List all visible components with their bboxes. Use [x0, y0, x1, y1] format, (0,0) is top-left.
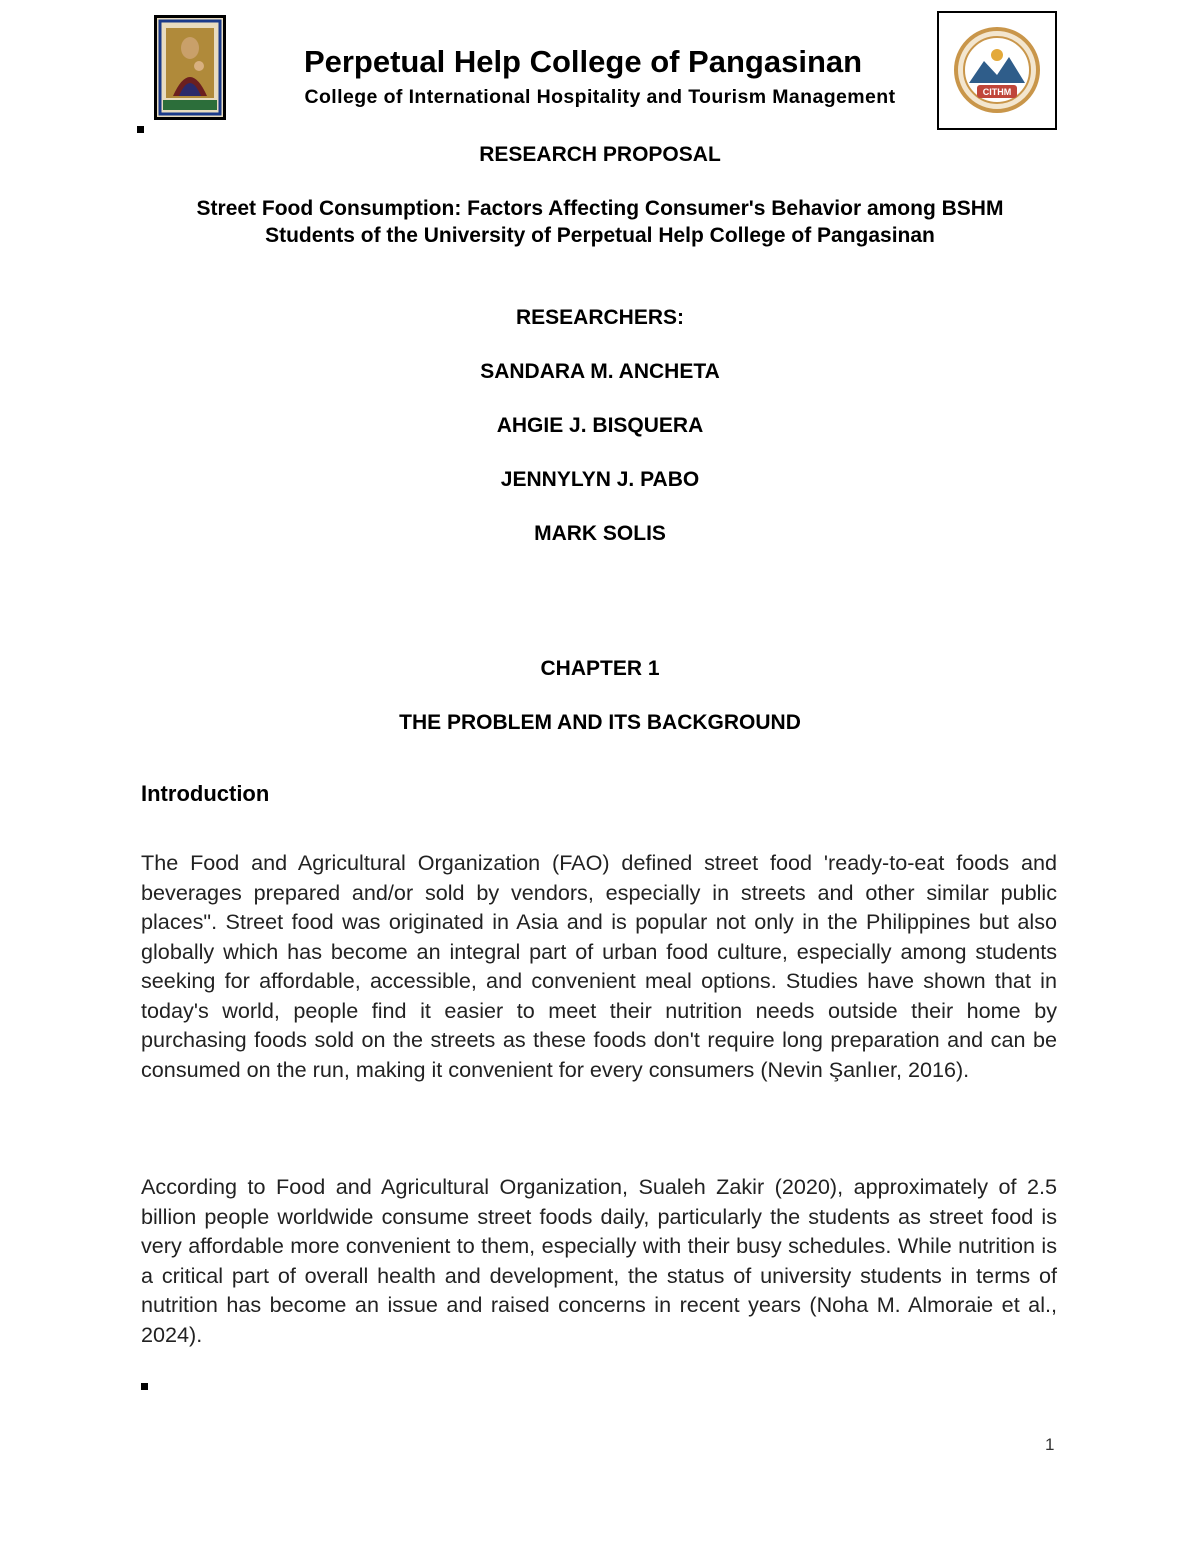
- institution-name: Perpetual Help College of Pangasinan: [303, 44, 863, 79]
- cithm-logo: [937, 11, 1057, 130]
- university-seal-icon: [157, 18, 223, 117]
- document-title-line-2: Students of the University of Perpetual Help College of Pangasinan: [265, 224, 935, 247]
- chapter-number: CHAPTER 1: [540, 657, 660, 680]
- logo-text: CITHM: [982, 87, 1012, 97]
- chapter-title: THE PROBLEM AND ITS BACKGROUND: [399, 711, 801, 734]
- researcher-name: JENNYLYN J. PABO: [500, 468, 700, 491]
- body-paragraph: According to Food and Agricultural Organization, Sualeh Zakir (2020), approximately of 2.5 billion people worldwide consume street foods daily, particularly the students as street food is very affordable more convenient to them, especially with their busy schedules. While nutrition is a critical part of overall health and development, the status of university students in terms of nutrition has become an issue and raised concerns in recent years (Noha M. Almoraie et al., 2024).: [141, 1174, 1057, 1347]
- department-name: College of International Hospitality and Tourism Management: [304, 86, 896, 108]
- document-title-line-1: Street Food Consumption: Factors Affecting Consumer's Behavior among BSHM: [196, 197, 1004, 220]
- page-number: 1: [1045, 1435, 1055, 1454]
- researchers-label: RESEARCHERS:: [515, 306, 685, 329]
- document-type: RESEARCH PROPOSAL: [479, 143, 721, 166]
- university-logo: [154, 15, 226, 120]
- section-heading-introduction: Introduction: [141, 781, 270, 806]
- bullet-marker: [141, 1383, 148, 1390]
- researcher-name: AHGIE J. BISQUERA: [496, 414, 704, 437]
- bullet-marker: [137, 126, 144, 133]
- cithm-seal-icon: [939, 13, 1055, 128]
- researcher-name: SANDARA M. ANCHETA: [480, 360, 720, 383]
- body-paragraph: The Food and Agricultural Organization (FAO) defined street food 'ready-to-eat foods and beverages prepared and/or sold by vendors, especially in streets and other similar public places". Street food was originated in Asia and is popular not only in the Philippines but also globally which has become an integral part of urban food culture, especially among students seeking for affordable, accessible, and convenient meal options. Studies have shown that in today's world, people find it easier to meet their nutrition needs outside their home by purchasing foods sold on the streets as these foods don't require long preparation and can be consumed on the run, making it convenient for every consumers (Nevin Şanlıer, 2016).: [141, 850, 1057, 1082]
- researcher-name: MARK SOLIS: [534, 522, 666, 545]
